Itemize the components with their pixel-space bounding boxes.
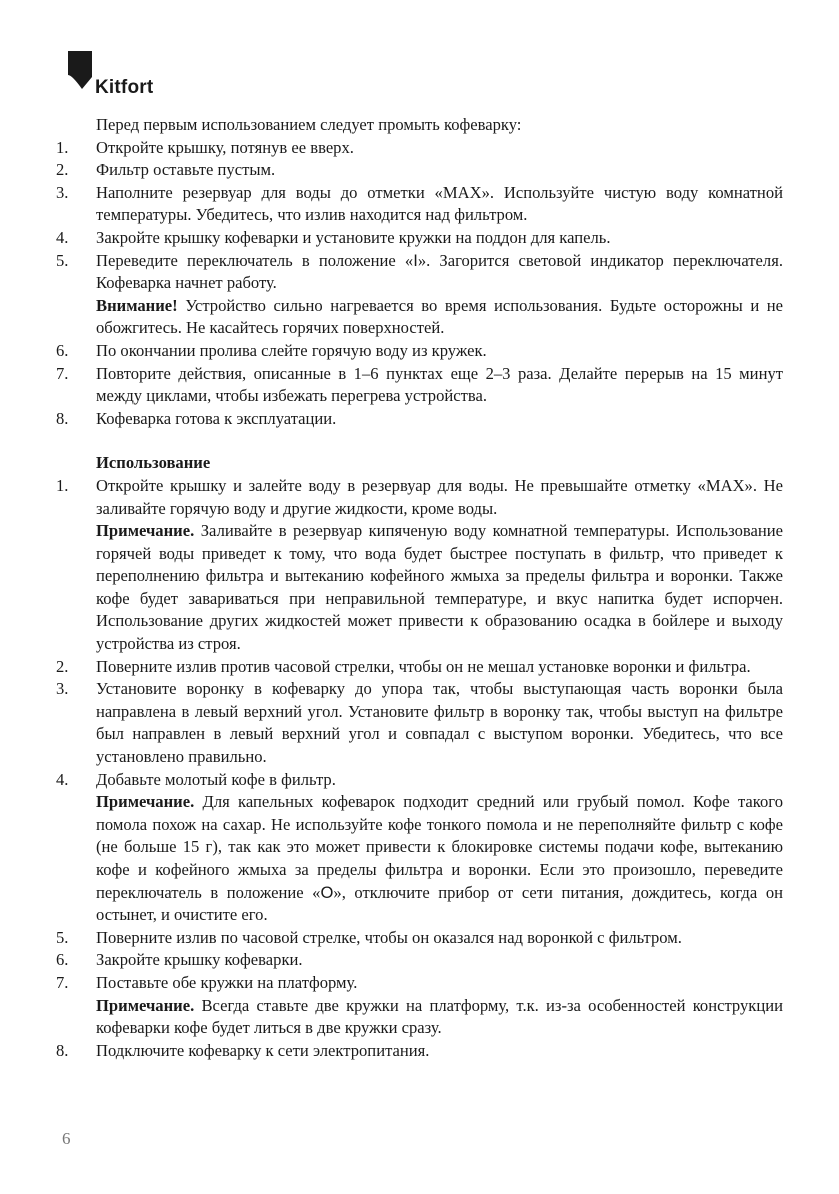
step-number: 4. (56, 227, 69, 247)
usage-heading: Использование (96, 453, 211, 473)
note-text: Заливайте в резервуар кипяченую воду комнатной температуры. Использование горячей воды приведет к тому, что вода будет быстрее поступать в фильтр, что приведет к переполнению фильтра и вытеканию кофейного жмыха за пределы фильтра и воронки. Также кофе будет завариваться при неправильной температуре, и вкус напитка будет испорчен. Использование других жидкостей может привести к образованию осадка в бойлере и выходу устройства из строя. (96, 521, 783, 654)
intro-text: Перед первым использованием следует промыть кофеварку: (96, 115, 522, 134)
step-text: По окончании пролива слейте горячую воду из кружек. (96, 340, 487, 360)
washing-step-3 (56, 182, 783, 227)
step-number: 5. (56, 250, 69, 270)
step-text: Закройте крышку кофеварки и установите кружки на поддон для капель. (96, 227, 611, 247)
usage-note-1 (56, 520, 783, 656)
washing-step-2 (56, 159, 783, 182)
step-number: 7. (56, 363, 69, 383)
step-number: 2. (56, 160, 69, 180)
warning-note (56, 295, 783, 340)
warning-label: Внимание! (96, 295, 178, 315)
step-text: ». Загорится световой индикатор переключателя. Кофеварка начнет работу. (96, 250, 783, 293)
step-number: 1. (56, 475, 69, 495)
step-number: 5. (56, 927, 69, 947)
note-text: Всегда ставьте две кружки на платформу, т.к. из-за особенностей конструкции кофеварки кофе будет литься в две кружки сразу. (96, 995, 783, 1038)
step-text: Поверните излив против часовой стрелки, чтобы он не мешал установке воронки и фильтра. (96, 656, 751, 676)
washing-step-5 (56, 250, 783, 295)
page-content (56, 114, 783, 1062)
step-text: Фильтр оставьте пустым. (96, 160, 276, 180)
step-text: Повторите действия, описанные в 1–6 пунктах еще 2–3 раза. Делайте перерыв на 15 минут между циклами, чтобы избежать перегрева устройства. (96, 363, 783, 406)
switch-off-symbol: O (320, 882, 334, 902)
step-text: Наполните резервуар для воды до отметки «MAX». Используйте чистую воду комнатной температуры. Убедитесь, что излив находится над фильтром. (96, 182, 783, 225)
step-number: 3. (56, 182, 69, 202)
step-text: Закройте крышку кофеварки. (96, 950, 303, 970)
step-text: Установите воронку в кофеварку до упора так, чтобы выступающая часть воронки была направлена в левый верхний угол. Установите фильтр в воронку так, чтобы выступ на фильтре был направлен в левый верхний угол и совпадал с выступом воронки. Убедитесь, что все установлено правильно. (96, 679, 783, 767)
step-number: 3. (56, 679, 69, 699)
washing-step-4 (56, 227, 783, 250)
usage-step-8 (56, 1040, 783, 1063)
switch-on-symbol: I (413, 250, 418, 270)
step-text: Откройте крышку и залейте воду в резервуар для воды. Не превышайте отметку «MAX». Не заливайте горячую воду и другие жидкости, кроме воды. (96, 475, 783, 518)
washing-step-6 (56, 340, 783, 363)
step-number: 1. (56, 137, 69, 157)
step-text: Подключите кофеварку к сети электропитания. (96, 1040, 430, 1060)
washing-step-7 (56, 363, 783, 408)
washing-step-8 (56, 408, 783, 431)
step-number: 8. (56, 408, 69, 428)
kitfort-logo-mark (68, 51, 92, 89)
usage-step-6 (56, 949, 783, 972)
usage-step-1 (56, 475, 783, 520)
step-number: 6. (56, 950, 69, 970)
usage-step-2 (56, 656, 783, 679)
step-text: Поверните излив по часовой стрелке, чтобы он оказался над воронкой с фильтром. (96, 927, 682, 947)
washing-step-1 (56, 137, 783, 160)
step-number: 4. (56, 769, 69, 789)
warning-text: Устройство сильно нагревается во время использования. Будьте осторожны и не обожгитесь. Не касайтесь горячих поверхностей. (96, 295, 783, 338)
step-number: 6. (56, 340, 69, 360)
usage-step-7 (56, 972, 783, 995)
step-number: 7. (56, 972, 69, 992)
note-label: Примечание. (96, 792, 195, 812)
note-label: Примечание. (96, 521, 195, 541)
step-number: 8. (56, 1040, 69, 1060)
note-text: », отключите прибор от сети питания, дождитесь, когда он остынет, и очистите его. (96, 882, 783, 925)
step-text: Поставьте обе кружки на платформу. (96, 972, 358, 992)
usage-note-7 (56, 995, 783, 1040)
step-text: Добавьте молотый кофе в фильтр. (96, 769, 336, 789)
note-text: Для капельных кофеварок подходит средний или грубый помол. Кофе такого помола похож на сахар. Не используйте кофе тонкого помола и не переполняйте фильтр с кофе (не больше 15 г), так как это может привести к блокировке системы подачи кофе, вытеканию кофе и кофейного жмыха за пределы фильтра и воронки. Если это произошло, переведите переключатель в положение « (96, 792, 783, 902)
page-number: 6 (62, 1129, 71, 1148)
step-text: Кофеварка готова к эксплуатации. (96, 408, 337, 428)
brand-name: Kitfort (95, 77, 154, 98)
step-number: 2. (56, 656, 69, 676)
step-text: Откройте крышку, потянув ее вверх. (96, 137, 354, 157)
note-label: Примечание. (96, 995, 195, 1015)
step-text: Переведите переключатель в положение « (96, 250, 414, 270)
usage-note-4 (56, 791, 783, 927)
usage-step-4 (56, 769, 783, 792)
usage-step-3 (56, 678, 783, 768)
usage-step-5 (56, 927, 783, 950)
